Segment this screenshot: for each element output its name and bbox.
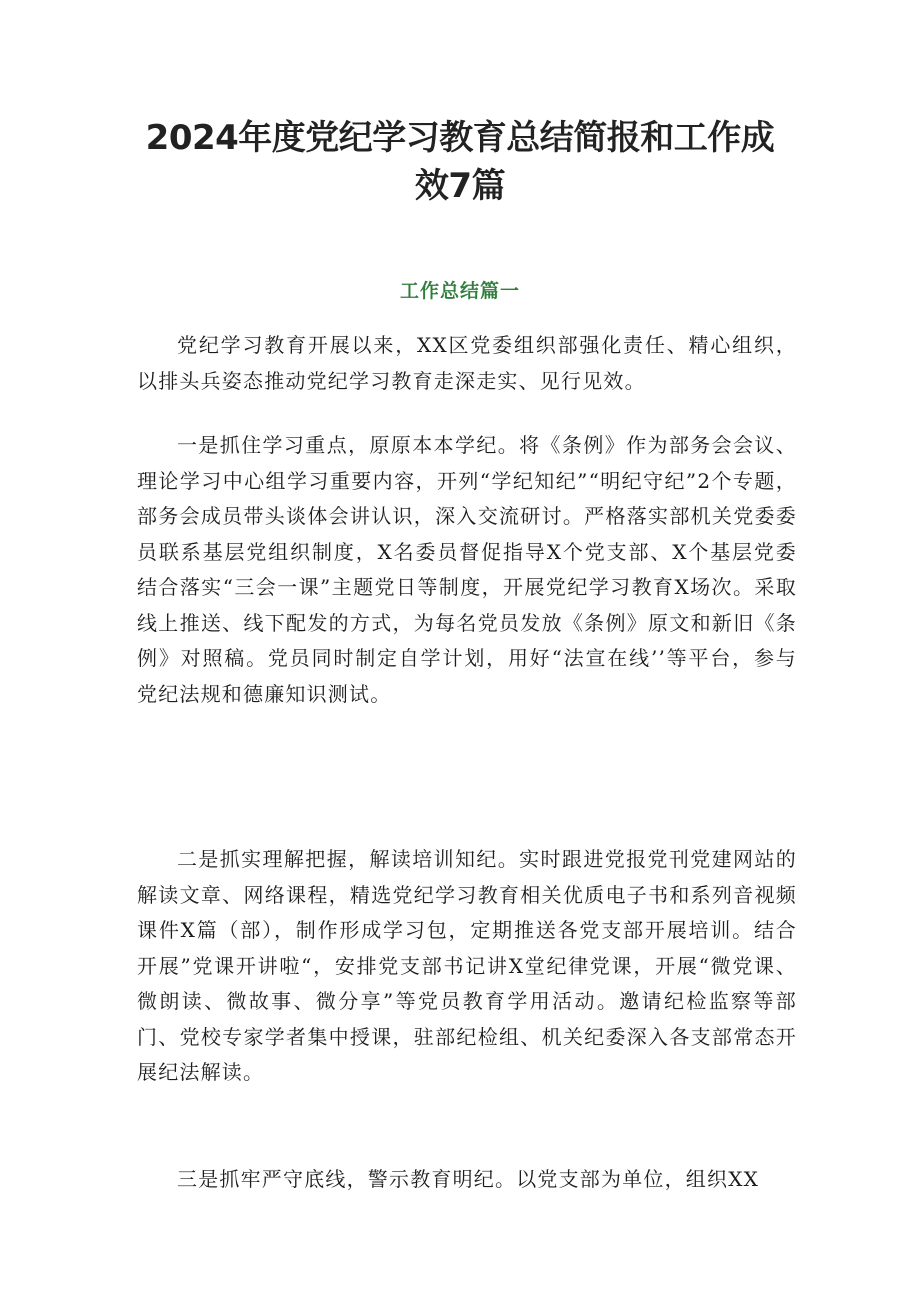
paragraph-training: 二是抓实理解把握，解读培训知纪。实时跟进党报党刊党建网站的解读文章、网络课程，精选党纪学习教育相关优质电子书和系列音视频课件X篇（部），制作形成学习包，定期推送各党支部开展培训。结合开展”党课开讲啦“，安排党支部书记讲X堂纪律党课，开展“微党课、微朗读、微故事、微分享”等党员教育学用活动。邀请纪检监察等部门、党校专家学者集中授课，驻部纪检组、机关纪委深入各支部常态开展纪法解读。 bbox=[137, 847, 797, 1084]
document-title: 2024年度党纪学习教育总结简报和工作成效7篇 bbox=[145, 118, 775, 206]
section-heading: 工作总结篇一 bbox=[399, 280, 520, 302]
paragraph-intro: 党纪学习教育开展以来，XX区党委组织部强化责任、精心组织，以排头兵姿态推动党纪学习教育走深走实、见行见效。 bbox=[137, 333, 797, 393]
paragraph-study-focus: 一是抓住学习重点，原原本本学纪。将《条例》作为部务会会议、理论学习中心组学习重要内容，开列“学纪知纪”“明纪守纪”2个专题，部务会成员带头谈体会讲认识，深入交流研讨。严格落实部机关党委委员联系基层党组织制度，X名委员督促指导X个党支部、X个基层党委结合落实“三会一课”主题党日等制度，开展党纪学习教育X场次。采取线上推送、线下配发的方式，为每名党员发放《条例》原文和新旧《条例》对照稿。党员同时制定自学计划，用好“法宣在线’’等平台，参与党纪法规和德廉知识测试。 bbox=[137, 433, 797, 706]
paragraph-warning-education: 三是抓牢严守底线，警示教育明纪。以党支部为单位，组织XX bbox=[177, 1167, 760, 1191]
